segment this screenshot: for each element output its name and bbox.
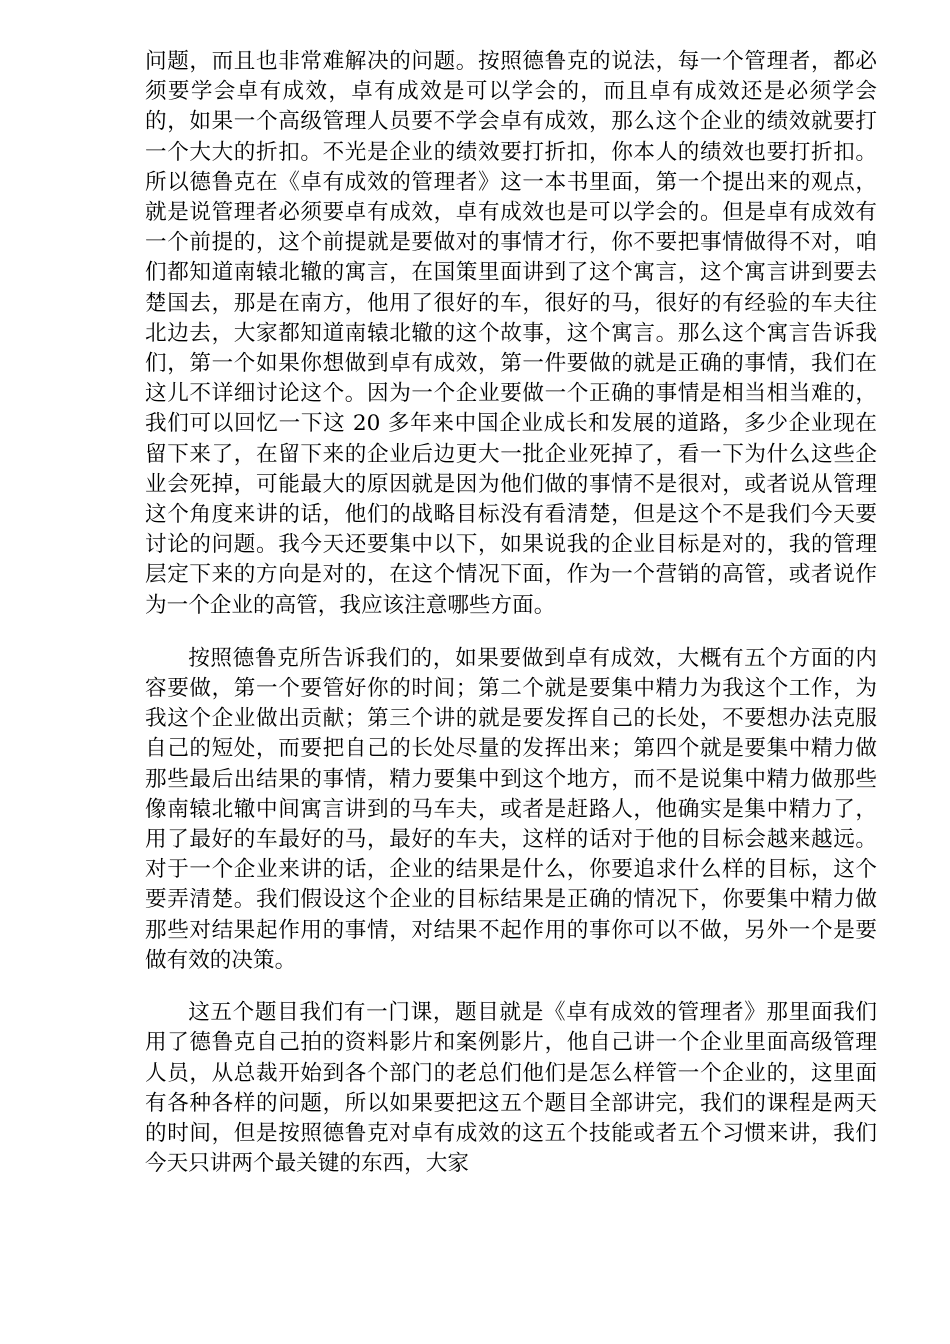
paragraph-3: 这五个题目我们有一门课，题目就是《卓有成效的管理者》那里面我们用了德鲁克自己拍的资料影片和案例影片，他自己讲一个企业里面高级管理人员，从总裁开始到各个部门的老总们他们是怎么样管一个企业的，这里面有各种各样的问题，所以如果要把这五个题目全部讲完，我们的课程是两天的时间，但是按照德鲁克对卓有成效的这五个技能或者五个习惯来讲，我们今天只讲两个最关键的东西，大家 [145,1000,877,1177]
paragraph-1: 问题，而且也非常难解决的问题。按照德鲁克的说法，每一个管理者，都必须要学会卓有成效，卓有成效是可以学会的，而且卓有成效还是必须学会的，如果一个高级管理人员要不学会卓有成效，那么这个企业的绩效就要打一个大大的折扣。不光是企业的绩效要打折扣，你本人的绩效也要打折扣。所以德鲁克在《卓有成效的管理者》这一本书里面，第一个提出来的观点，就是说管理者必须要卓有成效，卓有成效也是可以学会的。但是卓有成效有一个前提的，这个前提就是要做对的事情才行，你不要把事情做得不对，咱们都知道南辕北辙的寓言，在国策里面讲到了这个寓言，这个寓言讲到要去楚国去，那是在南方，他用了很好的车，很好的马，很好的有经验的车夫往北边去，大家都知道南辕北辙的这个故事，这个寓言。那么这个寓言告诉我们，第一个如果你想做到卓有成效，第一件要做的就是正确的事情，我们在这儿不详细讨论这个。因为一个企业要做一个正确的事情是相当相当难的，我们可以回忆一下这 20 多年来中国企业成长和发展的道路，多少企业现在留下来了，在留下来的企业后边更大一批企业死掉了，看一下为什么这些企业会死掉，可能最大的原因就是因为他们做的事情不是很对，或者说从管理这个角度来讲的话，他们的战略目标没有看清楚，但是这个不是我们今天要讨论的问题。我今天还要集中以下，如果说我的企业目标是对的，我的管理层定下来的方向是对的，在这个情况下面，作为一个营销的高管，或者说作为一个企业的高管，我应该注意哪些方面。 [145,49,877,618]
paragraph-2: 按照德鲁克所告诉我们的，如果要做到卓有成效，大概有五个方面的内容要做，第一个要管好你的时间；第二个就是要集中精力为我这个工作，为我这个企业做出贡献；第三个讲的就是要发挥自己的长处，不要想办法克服自己的短处，而要把自己的长处尽量的发挥出来；第四个就是要集中精力做那些最后出结果的事情，精力要集中到这个地方，而不是说集中精力做那些像南辕北辙中间寓言讲到的马车夫，或者是赶路人，他确实是集中精力了，用了最好的车最好的马，最好的车夫，这样的话对于他的目标会越来越远。对于一个企业来讲的话，企业的结果是什么，你要追求什么样的目标，这个要弄清楚。我们假设这个企业的目标结果是正确的情况下，你要集中精力做那些对结果起作用的事情，对结果不起作用的事你可以不做，另外一个是要做有效的决策。 [145,645,877,973]
document-page [145,47,877,1179]
